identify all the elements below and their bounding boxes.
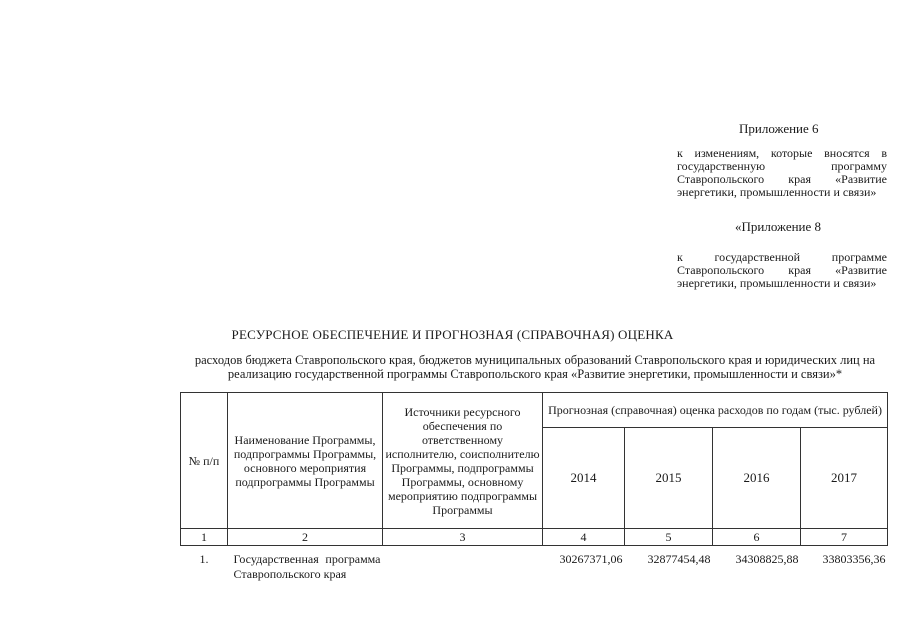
row-value-2015: 32877454,48 — [647, 552, 711, 566]
header-year-2015: 2015 — [625, 428, 713, 529]
column-number: 4 — [543, 529, 625, 546]
column-number: 1 — [181, 529, 228, 546]
row-value-2017: 33803356,36 — [822, 552, 886, 566]
header-forecast: Прогнозная (справочная) оценка расходов по годам (тыс. рублей) — [543, 393, 888, 428]
appendix-original-text: к государственной программе Ставропольского края «Развитие энергетики, промышленности и связи» — [677, 250, 887, 290]
table-row — [181, 546, 888, 583]
header-year-2016: 2016 — [713, 428, 801, 529]
appendix-original-number: «Приложение 8 — [735, 219, 822, 234]
document-subtitle: расходов бюджета Ставропольского края, бюджетов муниципальных образований Ставропольского края и юридических лиц на реализацию государственной программы Ставропольского края «Развитие энергетики, промышленности и связи»* — [194, 353, 876, 381]
row-name: Государственная программа Ставропольского края — [233, 552, 381, 581]
header-year-2017: 2017 — [801, 428, 888, 529]
header-year-2014: 2014 — [543, 428, 625, 529]
budget-table — [180, 392, 888, 582]
appendix-number: Приложение 6 — [739, 121, 819, 136]
table-header-row — [181, 393, 888, 428]
column-number: 2 — [228, 529, 383, 546]
row-value-2014: 30267371,06 — [559, 552, 623, 566]
column-number-row — [181, 529, 888, 546]
column-number: 5 — [625, 529, 713, 546]
header-source: Источники ресурсного обеспечения по ответственному исполнителю, соисполнителю Программы, подпрограммы Программы, основному мероприятию подпрограммы Программы — [383, 393, 543, 529]
header-num: № п/п — [181, 393, 228, 529]
column-number: 3 — [383, 529, 543, 546]
row-num: 1. — [199, 552, 209, 566]
row-source — [383, 546, 543, 583]
row-value-2016: 34308825,88 — [735, 552, 799, 566]
column-number: 6 — [713, 529, 801, 546]
document-title: РЕСУРСНОЕ ОБЕСПЕЧЕНИЕ И ПРОГНОЗНАЯ (СПРАВОЧНАЯ) ОЦЕНКА — [231, 327, 674, 342]
header-name: Наименование Программы, подпрограммы Программы, основного мероприятия подпрограммы Программы — [228, 393, 383, 529]
column-number: 7 — [801, 529, 888, 546]
appendix-text: к изменениям, которые вносятся в государственную программу Ставропольского края «Развитие энергетики, промышленности и связи» — [677, 146, 887, 199]
